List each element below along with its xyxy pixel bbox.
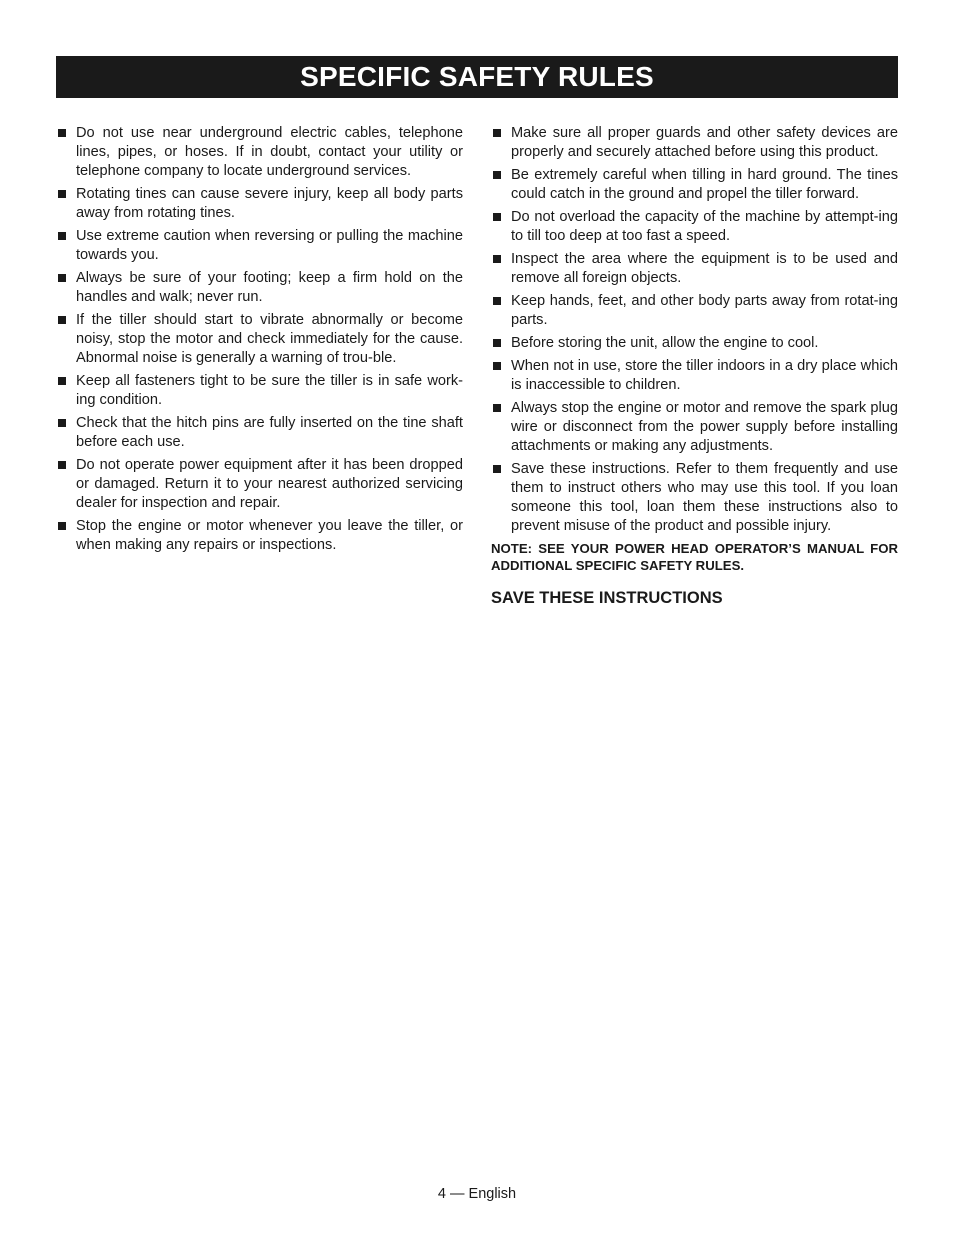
list-item-text: Stop the engine or motor whenever you leave the tiller, or when making any repairs or inspections. (76, 518, 463, 553)
list-item-text: Do not operate power equipment after it has been dropped or damaged. Return it to your nearest authorized servicing dealer for inspection and repair. (76, 457, 463, 511)
right-safety-list (491, 124, 898, 536)
list-item-text: When not in use, store the tiller indoors in a dry place which is inaccessible to children. (511, 358, 898, 393)
list-item (56, 227, 463, 265)
square-bullet-icon (493, 213, 501, 221)
list-item-text: If the tiller should start to vibrate abnormally or become noisy, stop the motor and check immediately for the cause. Abnormal noise is generally a warning of trou-ble. (76, 312, 463, 366)
list-item (491, 460, 898, 536)
list-item (491, 357, 898, 395)
list-item (56, 372, 463, 410)
list-item (56, 517, 463, 555)
list-item-text: Save these instructions. Refer to them frequently and use them to instruct others who may use this tool. If you loan someone this tool, loan them these instructions also to prevent misuse of the product and possible injury. (511, 461, 898, 534)
left-safety-list (56, 124, 463, 555)
list-item (491, 399, 898, 456)
list-item-text: Always stop the engine or motor and remove the spark plug wire or disconnect from the power supply before installing attachments or making any adjustments. (511, 400, 898, 454)
square-bullet-icon (493, 339, 501, 347)
square-bullet-icon (58, 190, 66, 198)
square-bullet-icon (58, 461, 66, 469)
square-bullet-icon (58, 129, 66, 137)
square-bullet-icon (493, 404, 501, 412)
list-item (56, 414, 463, 452)
list-item (491, 250, 898, 288)
list-item (56, 124, 463, 181)
list-item-text: Keep all fasteners tight to be sure the tiller is in safe work-ing condition. (76, 373, 463, 408)
list-item-text: Rotating tines can cause severe injury, keep all body parts away from rotating tines. (76, 186, 463, 221)
list-item (491, 166, 898, 204)
page-footer: 4 — English (437, 1186, 517, 1202)
list-item-text: Make sure all proper guards and other safety devices are properly and securely attached before using this product. (511, 125, 898, 160)
left-column (56, 124, 463, 559)
list-item (56, 456, 463, 513)
page-title: SPECIFIC SAFETY RULES (300, 61, 654, 92)
square-bullet-icon (493, 129, 501, 137)
list-item-text: Do not overload the capacity of the machine by attempt-ing to till too deep at too fast a speed. (511, 209, 898, 244)
list-item (56, 185, 463, 223)
list-item-text: Keep hands, feet, and other body parts away from rotat-ing parts. (511, 293, 898, 328)
square-bullet-icon (58, 316, 66, 324)
list-item (491, 124, 898, 162)
square-bullet-icon (58, 522, 66, 530)
list-item-text: Inspect the area where the equipment is to be used and remove all foreign objects. (511, 251, 898, 286)
list-item-text: Do not use near underground electric cables, telephone lines, pipes, or hoses. If in doubt, contact your utility or telephone company to locate underground services. (76, 125, 463, 179)
square-bullet-icon (493, 297, 501, 305)
list-item (491, 292, 898, 330)
square-bullet-icon (493, 255, 501, 263)
right-column (491, 124, 898, 608)
list-item-text: Use extreme caution when reversing or pulling the machine towards you. (76, 228, 463, 263)
square-bullet-icon (58, 419, 66, 427)
list-item-text: Always be sure of your footing; keep a firm hold on the handles and walk; never run. (76, 270, 463, 305)
list-item-text: Be extremely careful when tilling in hard ground. The tines could catch in the ground and propel the tiller forward. (511, 167, 898, 202)
square-bullet-icon (58, 377, 66, 385)
square-bullet-icon (493, 362, 501, 370)
square-bullet-icon (493, 465, 501, 473)
title-bar (56, 56, 898, 98)
list-item-text: Before storing the unit, allow the engine to cool. (511, 335, 819, 351)
list-item (491, 334, 898, 353)
list-item-text: Check that the hitch pins are fully inserted on the tine shaft before each use. (76, 415, 463, 450)
save-instructions-heading: SAVE THESE INSTRUCTIONS (491, 589, 723, 607)
power-head-note: NOTE: SEE YOUR POWER HEAD OPERATOR’S MANUAL FOR ADDITIONAL SPECIFIC SAFETY RULES. (491, 541, 898, 573)
square-bullet-icon (58, 274, 66, 282)
list-item (56, 311, 463, 368)
list-item (491, 208, 898, 246)
square-bullet-icon (58, 232, 66, 240)
square-bullet-icon (493, 171, 501, 179)
list-item (56, 269, 463, 307)
